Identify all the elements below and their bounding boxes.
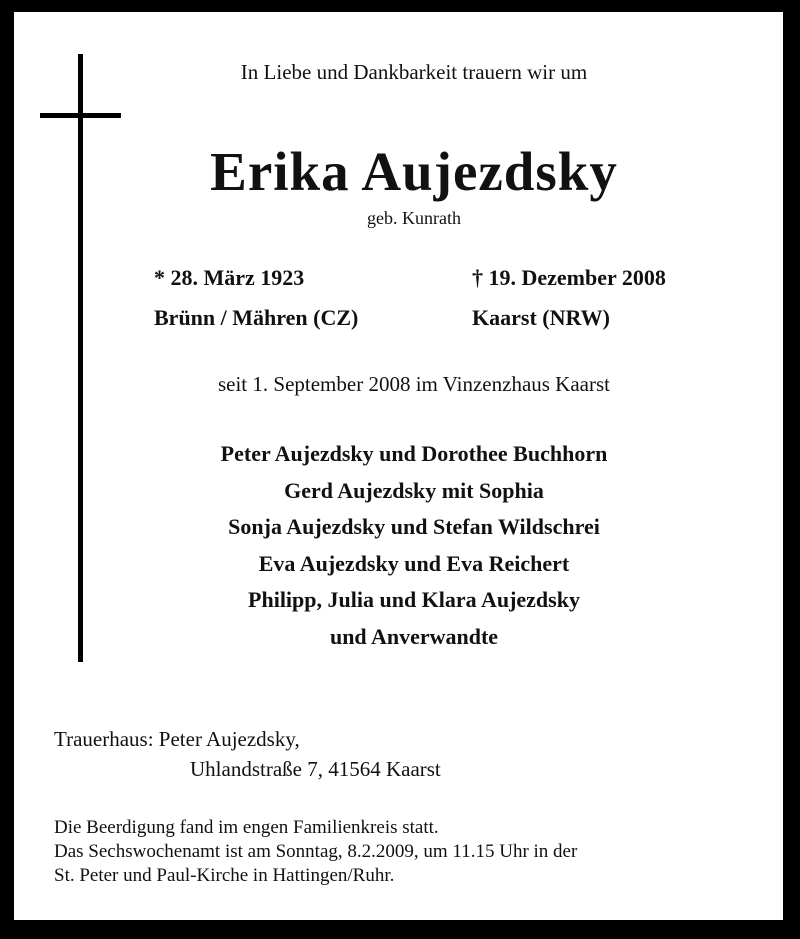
family-member: Sonja Aujezdsky und Stefan Wildschrei bbox=[228, 514, 600, 539]
cross-horizontal-bar bbox=[40, 113, 121, 118]
death-info bbox=[472, 258, 666, 338]
intro-text: In Liebe und Dankbarkeit trauern wir um bbox=[240, 60, 588, 84]
maiden-name: geb. Kunrath bbox=[367, 208, 461, 228]
death-place: Kaarst (NRW) bbox=[472, 305, 610, 330]
family-member: Philipp, Julia und Klara Aujezdsky bbox=[248, 587, 580, 612]
funeral-line: St. Peter und Paul-Kirche in Hattingen/Ruhr. bbox=[54, 865, 395, 886]
family-member: Eva Aujezdsky und Eva Reichert bbox=[258, 550, 570, 576]
funeral-line: Die Beerdigung fand im engen Familienkreis statt. bbox=[54, 817, 439, 838]
birth-date: * 28. März 1923 bbox=[154, 265, 305, 290]
death-date: † 19. Dezember 2008 bbox=[472, 265, 666, 290]
family-list bbox=[124, 436, 704, 655]
mourning-house-line1: Trauerhaus: Peter Aujezdsky, bbox=[54, 727, 300, 751]
obituary-notice bbox=[14, 12, 783, 920]
deceased-name: Erika Aujezdsky bbox=[210, 141, 618, 202]
family-relatives: und Anverwandte bbox=[329, 623, 499, 649]
family-member: Peter Aujezdsky und Dorothee Buchhorn bbox=[220, 441, 608, 466]
cross-vertical-bar bbox=[78, 54, 83, 662]
funeral-line: Das Sechswochenamt ist am Sonntag, 8.2.2009, um 11.15 Uhr in der bbox=[54, 841, 578, 862]
birth-info bbox=[154, 258, 358, 338]
family-member: Gerd Aujezdsky mit Sophia bbox=[284, 477, 544, 503]
mourning-house-address: Uhlandstraße 7, 41564 Kaarst bbox=[190, 757, 441, 781]
mourning-house bbox=[54, 724, 441, 784]
funeral-info bbox=[54, 816, 577, 888]
residence-note: seit 1. September 2008 im Vinzenzhaus Kaarst bbox=[217, 372, 610, 396]
birth-place: Brünn / Mähren (CZ) bbox=[154, 305, 359, 330]
